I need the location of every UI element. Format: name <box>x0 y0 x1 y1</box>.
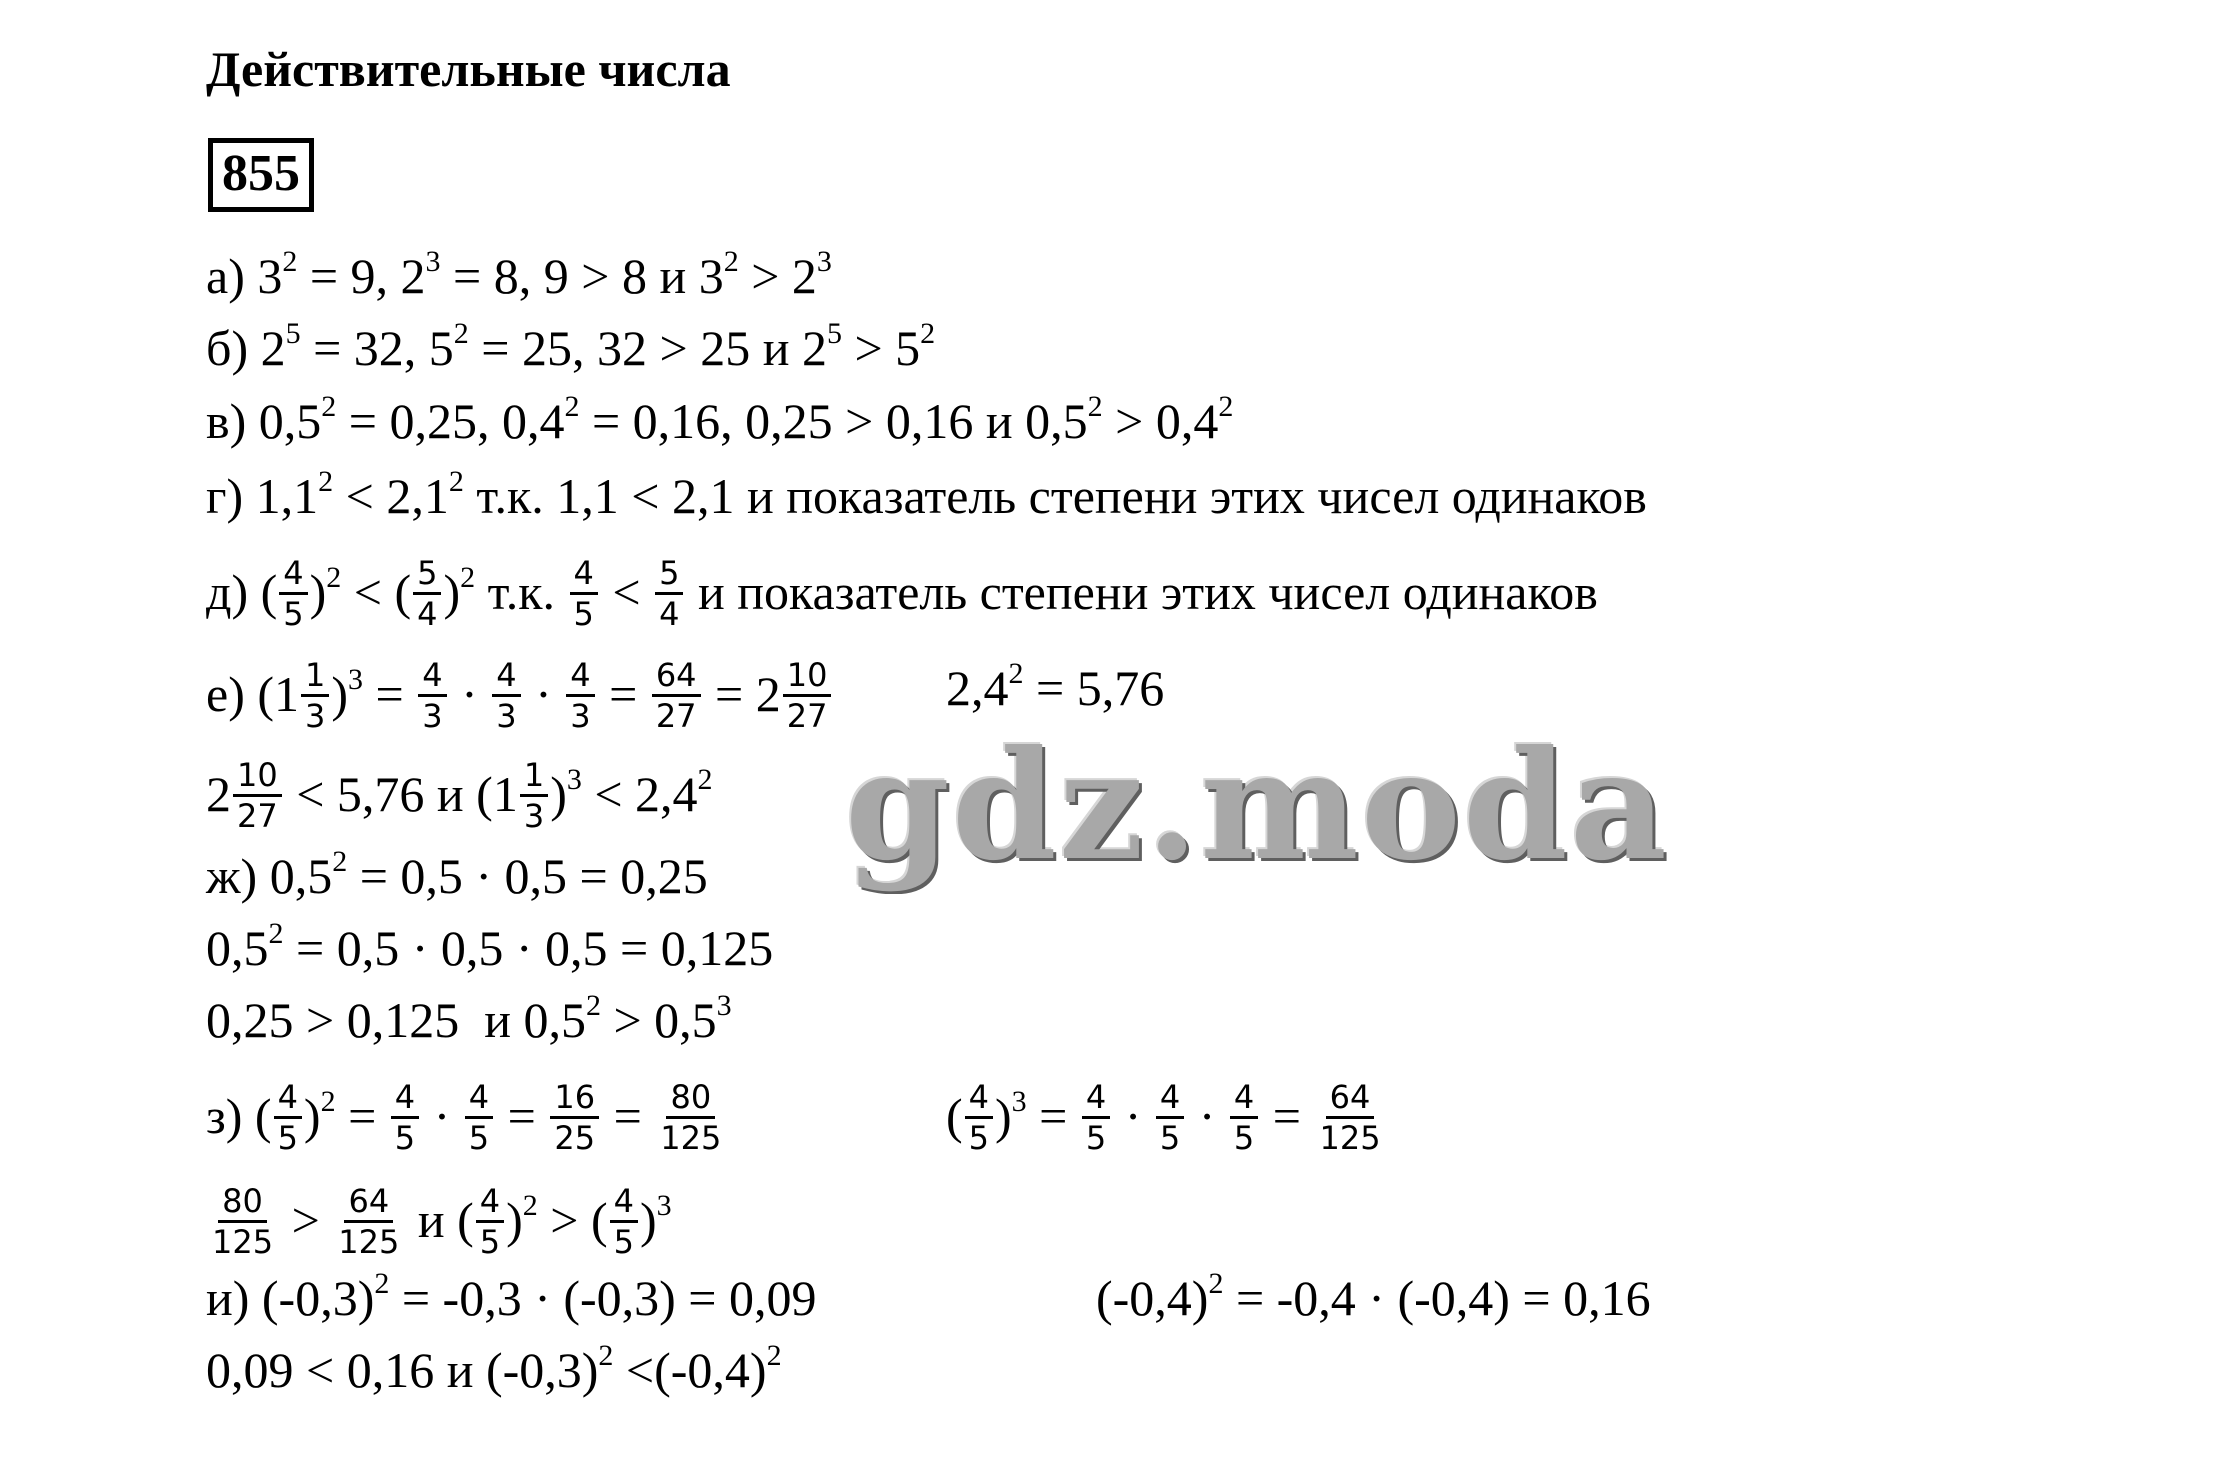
problem-number-box: 855 <box>208 138 314 212</box>
line-zh2: $0,5^2 = 0,5 \cdot 0,5 \cdot 0,5 = 0,125$ <box>206 917 774 976</box>
line-i2: 0,09 < 0,16 и $(-0,3)^2 <(-0,4)^2$ <box>206 1339 782 1398</box>
line-v: в) $0,5^2 = 0,25$, $0,4^2 = 0,16$, 0,25 > 0,16 и $0,5^2 > 0,4^2$ <box>206 390 1234 449</box>
line-i-right: $(-0,4)^2 = -0,4 \cdot (-0,4) = 0,16$ <box>1096 1267 1651 1326</box>
line-e-right: $2,4^2 = 5,76$ <box>946 657 1165 716</box>
line-d-text: и показатель степени этих чисел одинаков <box>697 563 1598 620</box>
section-heading: Действительные числа <box>206 41 731 97</box>
line-i: и) $(-0,3)^2 = -0,3 \cdot (-0,3) = 0,09$ $(-0,4)^2 = -0,4 \cdot (-0,4) = 0,16$ <box>206 1270 817 1334</box>
line-e: е) (1 $\frac{1}{3}$ )$^3$ = $\frac{4}{3}$ · $\frac{4}{3}$ · $\frac{4}{3}$ = $\frac{64}{27}$ = 2 $\frac{10}{27}$ $2,4^2 = 5,76$ <box>206 656 1165 735</box>
line-a: а) $3^2 = 9$, $2^3 = 8$, 9 > 8 и $3^2 > 2^3$ <box>206 245 832 304</box>
line-z: з) ( $\frac{4}{5}$ )$^2$ = $\frac{4}{5}$ · $\frac{4}{5}$ = $\frac{16}{25}$ = $\frac{80}{125}$ ( $\frac{4}{5}$ )$^3$ = $\frac{4}{5}$ · $\frac{4}{5}$ · $\frac{4}{5}$ = $\frac{64}{125}$ <box>206 1082 727 1161</box>
line-zh1: ж) $0,5^2 = 0,5 \cdot 0,5 = 0,25$ <box>206 845 708 904</box>
line-z-right: ( $\frac{4}{5}$ )$^3$ = $\frac{4}{5}$ · $\frac{4}{5}$ · $\frac{4}{5}$ = $\frac{64}{125}$ <box>946 1078 1381 1157</box>
line-g: г) $1,1^2 < 2,1^2$ т.к. 1,1 < 2,1 и показатель степени этих чисел одинаков <box>206 465 1647 524</box>
line-e2: 2 $\frac{10}{27}$ < 5,76 и (1 $\frac{1}{3}$ )$^3 < 2,4^2$ <box>206 756 713 835</box>
watermark-logo: gdz.moda <box>845 718 1670 894</box>
line-b: б) $2^5 = 32$, $5^2 = 25$, 32 > 25 и $2^5 > 5^2$ <box>206 317 936 376</box>
line-z2: $\frac{80}{125}$ > $\frac{64}{125}$ и ( $\frac{4}{5}$ )$^2$ > ( $\frac{4}{5}$ )$^3$ <box>212 1182 672 1261</box>
line-d: д) ( $\frac{4}{5}$ )$^2$ < ( $\frac{5}{4}$ )$^2$ т.к. $\frac{4}{5}$ < $\frac{5}{4}$ и показатель степени этих чисел одинаков <box>206 554 1598 633</box>
line-zh3: 0,25 > 0,125 и $0,5^2 > 0,5^3$ <box>206 989 732 1048</box>
